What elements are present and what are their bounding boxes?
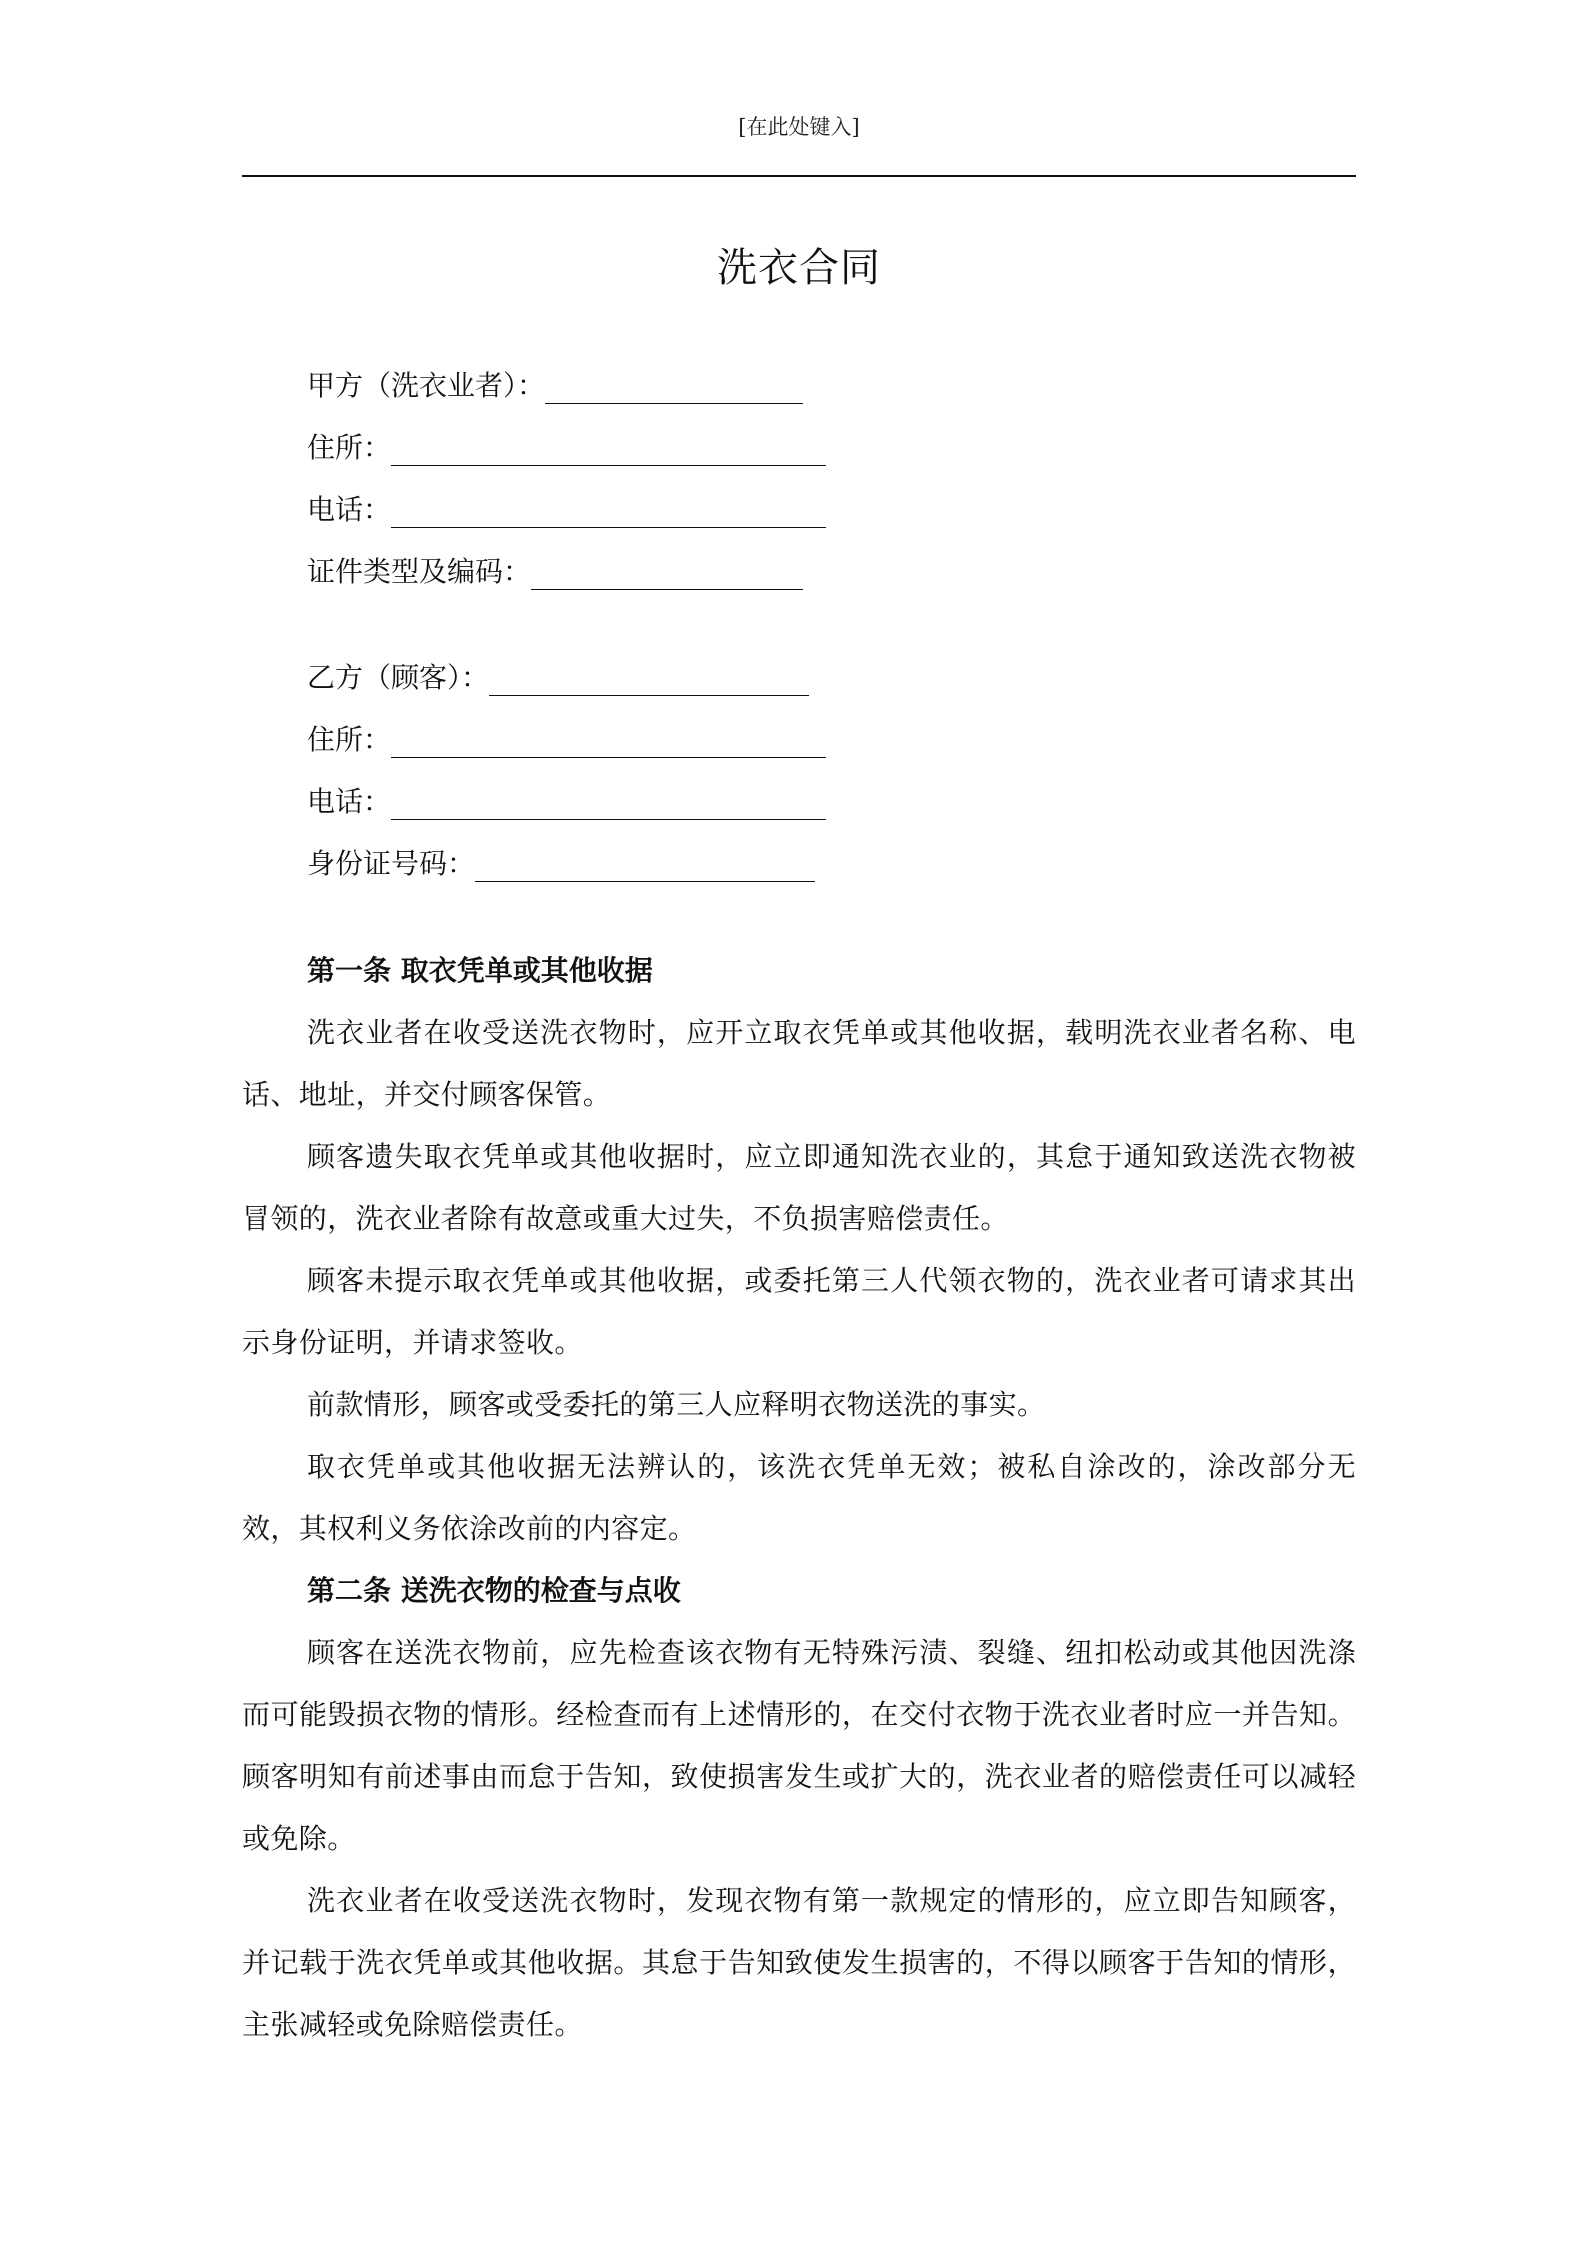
party-b-id-label: 身份证号码： [307, 847, 476, 880]
party-a-phone-blank[interactable] [391, 493, 826, 528]
party-a-field [307, 366, 803, 406]
section-1-heading: 第一条 取衣凭单或其他收据 [307, 954, 653, 987]
party-b-id-field [307, 844, 815, 884]
party-a-id-label: 证件类型及编码： [307, 555, 532, 588]
party-b-phone-label: 电话： [307, 785, 392, 818]
contract-body [242, 940, 1356, 2056]
header-divider [242, 175, 1356, 177]
party-b-address-field [307, 720, 826, 760]
party-b-blank[interactable] [489, 661, 809, 696]
party-a-address-field [307, 428, 826, 468]
section-2-heading: 第二条 送洗衣物的检查与点收 [307, 1574, 681, 1607]
party-a-blank[interactable] [545, 369, 803, 404]
party-a-address-blank[interactable] [391, 431, 826, 466]
document-title: 洗衣合同 [717, 245, 881, 291]
party-a-id-blank[interactable] [531, 555, 803, 590]
header-placeholder[interactable]: [在此处键入] [738, 115, 860, 139]
section-1-paragraph-3: 顾客未提示取衣凭单或其他收据，或委托第三人代领衣物的，洗衣业者可请求其出示身份证明，并请求签收。 [242, 1264, 1356, 1359]
section-2-paragraph-1: 顾客在送洗衣物前，应先检查该衣物有无特殊污渍、裂缝、纽扣松动或其他因洗涤而可能毁损衣物的情形。经检查而有上述情形的，在交付衣物于洗衣业者时应一并告知。顾客明知有前述事由而怠于告知，致使损害发生或扩大的，洗衣业者的赔偿责任可以减轻或免除。 [242, 1636, 1356, 1855]
party-b-address-label: 住所： [307, 723, 392, 756]
party-b-id-blank[interactable] [475, 847, 815, 882]
party-b-phone-field [307, 782, 826, 822]
section-2-paragraph-2: 洗衣业者在收受送洗衣物时，发现衣物有第一款规定的情形的，应立即告知顾客，并记载于洗衣凭单或其他收据。其怠于告知致使发生损害的，不得以顾客于告知的情形，主张减轻或免除赔偿责任。 [242, 1884, 1356, 2041]
section-1-paragraph-1: 洗衣业者在收受送洗衣物时，应开立取衣凭单或其他收据，载明洗衣业者名称、电话、地址，并交付顾客保管。 [242, 1016, 1356, 1111]
party-b-address-blank[interactable] [391, 723, 826, 758]
party-a-phone-label: 电话： [307, 493, 392, 526]
party-b-field [307, 658, 809, 698]
party-a-address-label: 住所： [307, 431, 392, 464]
party-b-phone-blank[interactable] [391, 785, 826, 820]
section-1-paragraph-5: 取衣凭单或其他收据无法辨认的，该洗衣凭单无效；被私自涂改的，涂改部分无效，其权利义务依涂改前的内容定。 [242, 1450, 1356, 1545]
party-a-label: 甲方（洗衣业者）： [307, 369, 546, 402]
section-1-paragraph-4: 前款情形，顾客或受委托的第三人应释明衣物送洗的事实。 [307, 1388, 1046, 1421]
section-1-paragraph-2: 顾客遗失取衣凭单或其他收据时，应立即通知洗衣业的，其怠于通知致送洗衣物被冒领的，洗衣业者除有故意或重大过失，不负损害赔偿责任。 [242, 1140, 1356, 1235]
party-a-id-field [307, 552, 803, 592]
party-a-phone-field [307, 490, 826, 530]
party-b-label: 乙方（顾客）： [307, 661, 490, 694]
